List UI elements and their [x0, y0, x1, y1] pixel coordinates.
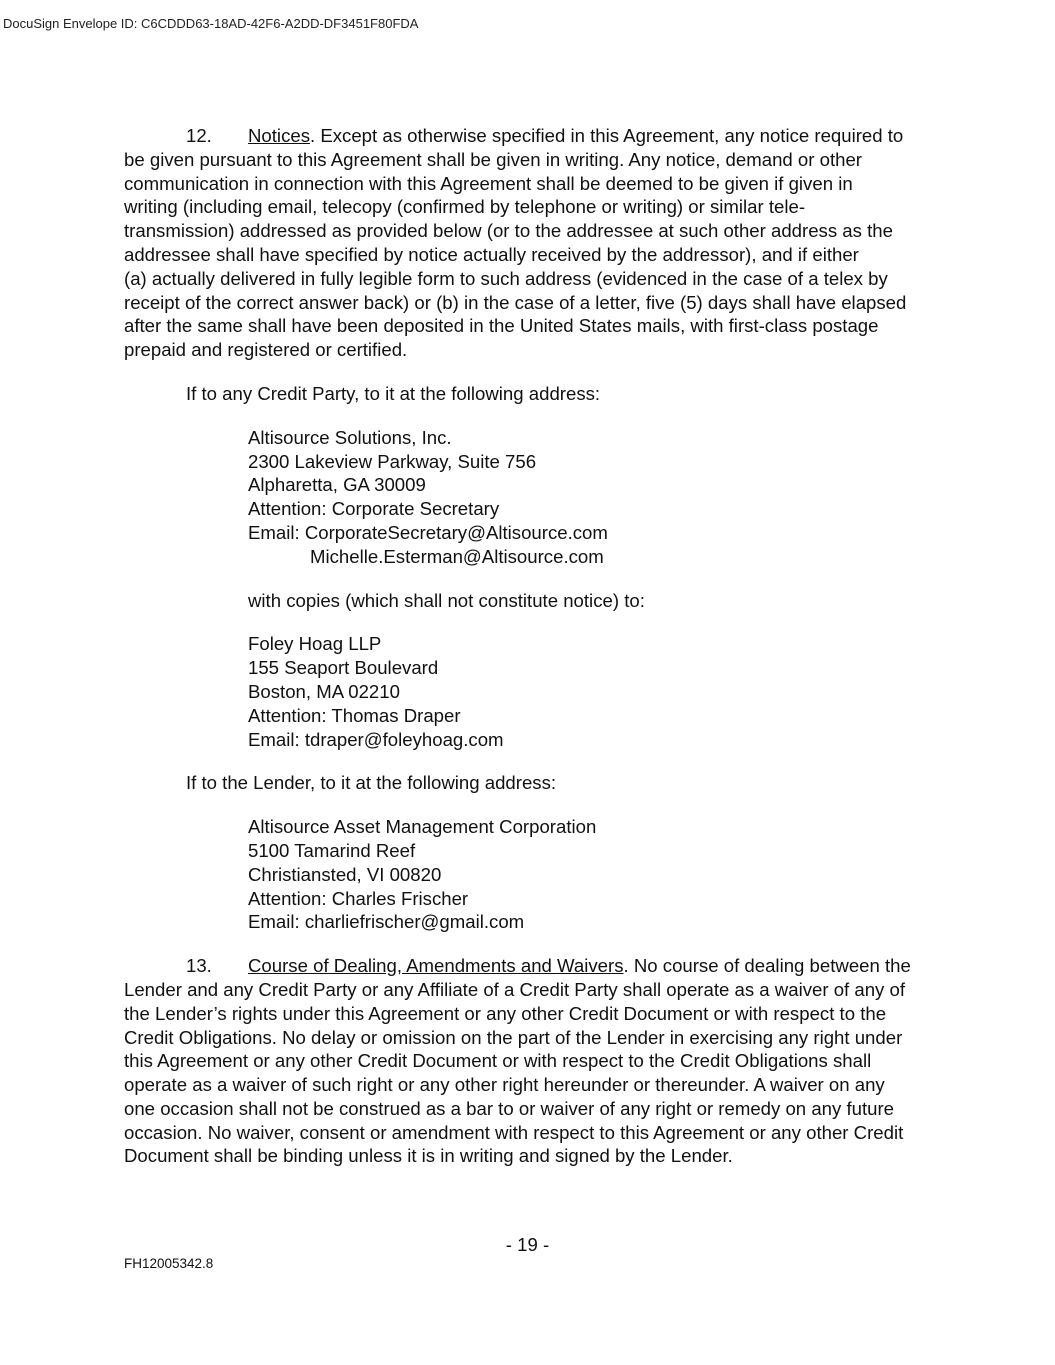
- section-12-line: writing (including email, telecopy (confirmed by telephone or writing) or similar tele-: [124, 196, 806, 218]
- address-line: 155 Seaport Boulevard: [248, 657, 439, 679]
- section-13-line: the Lender’s rights under this Agreement or any other Credit Document or with respect to the: [124, 1002, 887, 1024]
- document-body: [124, 124, 924, 1168]
- lender-intro: If to the Lender, to it at the following address:: [186, 772, 557, 794]
- section-12-line: addressee shall have specified by notice actually received by the addressor), and if either: [124, 243, 859, 265]
- section-12-line: (a) actually delivered in fully legible form to such address (evidenced in the case of a telex by: [124, 267, 888, 289]
- copies-intro: with copies (which shall not constitute notice) to:: [248, 589, 645, 611]
- page-number: - 19 -: [505, 1234, 550, 1255]
- address-line: Altisource Solutions, Inc.: [248, 426, 452, 448]
- section-13-line: operate as a waiver of such right or any other right hereunder or thereunder. A waiver on any: [124, 1074, 885, 1096]
- section-12: [124, 124, 924, 362]
- section-12-number: 12.: [186, 125, 212, 146]
- address-line: Alpharetta, GA 30009: [248, 474, 426, 496]
- section-12-line: prepaid and registered or certified.: [124, 339, 408, 361]
- address-line: 2300 Lakeview Parkway, Suite 756: [248, 450, 537, 472]
- credit-party-intro: If to any Credit Party, to it at the following address:: [186, 382, 601, 404]
- address-line: Attention: Corporate Secretary: [248, 498, 500, 520]
- section-13-line: this Agreement or any other Credit Document or with respect to the Credit Obligations shall: [124, 1050, 872, 1072]
- address-email: Email: CorporateSecretary@Altisource.com: [248, 521, 608, 543]
- section-12-line: receipt of the correct answer back) or (b) in the case of a letter, five (5) days shall have elapsed: [124, 291, 907, 313]
- lender-address: [124, 815, 924, 934]
- address-line: 5100 Tamarind Reef: [248, 839, 416, 861]
- address-email-secondary: Michelle.Esterman@Altisource.com: [310, 545, 604, 567]
- section-13-number: 13.: [186, 955, 212, 977]
- address-email: Email: charliefrischer@gmail.com: [248, 911, 525, 933]
- credit-party-address: [124, 426, 924, 569]
- section-13-heading: Course of Dealing, Amendments and Waivers: [248, 955, 624, 977]
- section-13-line: Lender and any Credit Party or any Affiliate of a Credit Party shall operate as a waiver of any of: [124, 978, 906, 1000]
- section-13-line: Credit Obligations. No delay or omission on the part of the Lender in exercising any right under: [124, 1026, 903, 1048]
- section-13-first-line: [124, 954, 924, 978]
- section-13-line: occasion. No waiver, consent or amendment with respect to this Agreement or any other Credit: [124, 1121, 904, 1143]
- address-line: Foley Hoag LLP: [248, 633, 382, 655]
- copy-address: [124, 632, 924, 751]
- address-line: Attention: Thomas Draper: [248, 704, 461, 726]
- section-12-line: communication in connection with this Agreement shall be deemed to be given if given in: [124, 172, 853, 194]
- section-13-line: Document shall be binding unless it is in writing and signed by the Lender.: [124, 1145, 733, 1167]
- document-id: FH12005342.8: [124, 1256, 214, 1271]
- address-line: Attention: Charles Frischer: [248, 887, 469, 909]
- section-12-line: after the same shall have been deposited in the United States mails, with first-class postage: [124, 315, 879, 337]
- envelope-id: DocuSign Envelope ID: C6CDDD63-18AD-42F6-A2DD-DF3451F80FDA: [3, 16, 419, 31]
- section-12-line: be given pursuant to this Agreement shall be given in writing. Any notice, demand or other: [124, 148, 862, 170]
- address-email: Email: tdraper@foleyhoag.com: [248, 728, 504, 750]
- address-line: Christiansted, VI 00820: [248, 863, 442, 885]
- address-line: Boston, MA 02210: [248, 680, 400, 702]
- section-13: [124, 954, 924, 1168]
- address-line: Altisource Asset Management Corporation: [248, 816, 597, 838]
- section-13-line: . No course of dealing between the: [623, 955, 911, 977]
- section-12-line: transmission) addressed as provided below (or to the addressee at such other address as the: [124, 220, 893, 242]
- section-12-heading: Notices: [248, 125, 311, 146]
- section-12-first-line: [124, 124, 924, 148]
- section-13-line: one occasion shall not be construed as a bar to or waiver of any right or remedy on any future: [124, 1097, 895, 1119]
- section-12-line: . Except as otherwise specified in this Agreement, any notice required to: [310, 125, 904, 146]
